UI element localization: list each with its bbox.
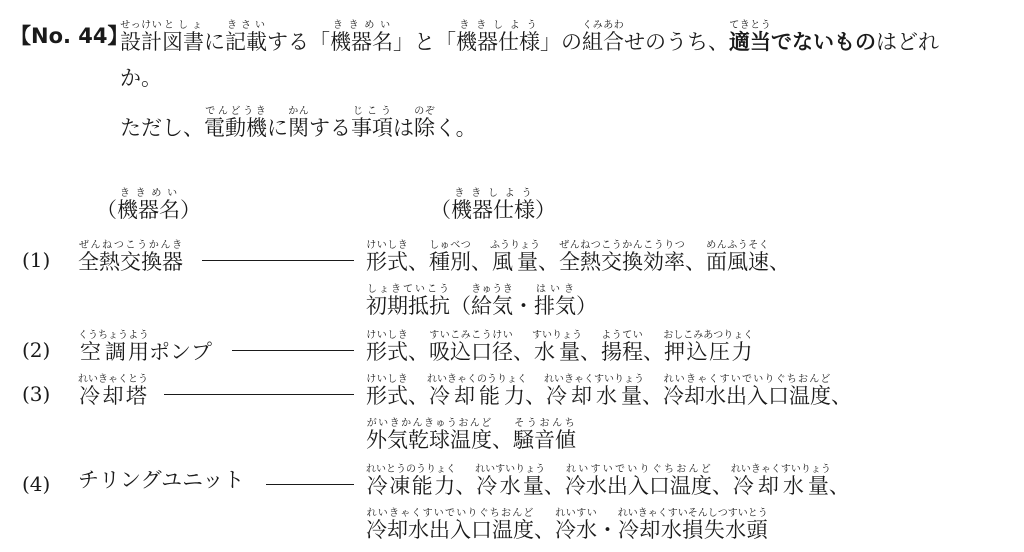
option-4-equipment-name: チリングユニット (78, 468, 245, 492)
option-3-equipment-name: 冷却塔れいきゃくとう (78, 374, 148, 408)
question-text-line3: ただし、電動機でんどうきに関かんする事項じこうは除のぞく。 (120, 106, 477, 140)
option-1-dash-line (202, 260, 354, 261)
option-3-dash-line (164, 394, 354, 395)
option-number-4: (4) (22, 472, 51, 496)
option-2-equipment-name: 空調くうちょう用ようポンプ (78, 330, 212, 364)
column-header-equipment-name: （機器名ききめい） (96, 188, 201, 222)
option-number-3: (3) (22, 382, 51, 406)
option-3-spec-line2: 外気乾球温度がいきかんきゅうおんど、騒音値そうおんち (366, 418, 576, 452)
column-header-equipment-spec: （機器仕様ききしよう） (430, 188, 556, 222)
option-1-equipment-name: 全熱交換器ぜんねつこうかんき (78, 240, 183, 274)
option-1-spec-line2: 初期抵抗しょきていこう（給気きゅうき・排気はいき） (366, 284, 597, 318)
option-2-spec-line1: 形式けいしき、吸込口径すいこみこうけい、水量すいりょう、揚程ようてい、押込圧力おしこみあつりょく (366, 330, 754, 364)
option-number-1: (1) (22, 248, 51, 272)
option-4-spec-line2: 冷却水出入口温度れいきゃくすいでいりぐちおんど、冷水れいすい・冷却水損失水頭れいきゃくすいそんしつすいとう (366, 508, 768, 542)
question-text-line1: 設計せっけい図書としょに記載きさいする「機器名ききめい」と「機器仕様ききしよう」の組合くみあわせのうち、適当てきとうでないものはどれ (120, 20, 939, 54)
option-1-spec-line1: 形式けいしき、種別しゅべつ、風量ふうりょう、全熱交換効率ぜんねつこうかんこうりつ、面風速めんふうそく、 (366, 240, 790, 274)
option-number-2: (2) (22, 338, 51, 362)
option-2-dash-line (232, 350, 354, 351)
option-3-spec-line1: 形式けいしき、冷却能力れいきゃくのうりょく、冷却水量れいきゃくすいりょう、冷却水出入口温度れいきゃくすいでいりぐちおんど、 (366, 374, 852, 408)
question-number: 【No. 44】 (10, 24, 129, 48)
question-text-line2: か。 (120, 66, 162, 90)
option-4-spec-line1: 冷凍能力れいとうのうりょく、冷水量れいすいりょう、冷水出入口温度れいすいでいりぐちおんど、冷却水量れいきゃくすいりょう、 (366, 464, 850, 498)
option-4-dash-line (266, 484, 354, 485)
